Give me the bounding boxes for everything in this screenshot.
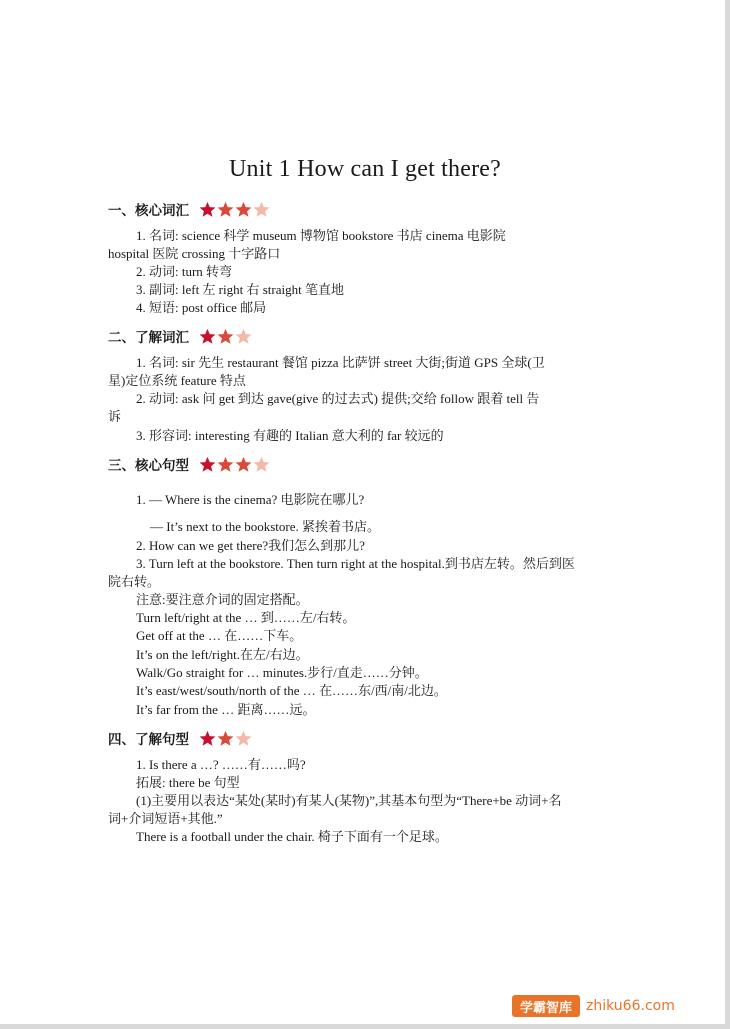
rating-stars — [199, 201, 271, 218]
s3-line-6: 注意:要注意介词的固定搭配。 — [136, 592, 309, 607]
s4-line-5: There is a football under the chair. 椅子下面有一个足球。 — [136, 829, 448, 844]
star-filled-icon — [235, 201, 252, 218]
star-faded-icon — [235, 730, 252, 747]
star-filled-icon — [199, 456, 216, 473]
star-filled-icon — [217, 328, 234, 345]
section-heading-understand-vocabulary — [108, 325, 253, 347]
section-heading-core-vocabulary — [108, 198, 271, 220]
rating-stars — [199, 730, 253, 747]
star-faded-icon — [253, 456, 270, 473]
s1-line-5: 4. 短语: post office 邮局 — [136, 300, 267, 315]
page-frame-right — [725, 0, 730, 1029]
s4-line-4: 词+介词短语+其他.” — [108, 811, 223, 826]
s3-line-10: Walk/Go straight for … minutes.步行/直走……分钟。 — [136, 665, 428, 680]
star-faded-icon — [235, 328, 252, 345]
s1-line-3: 2. 动词: turn 转弯 — [136, 264, 233, 279]
s3-line-11: It’s east/west/south/north of the … 在……东/西/南/北边。 — [136, 683, 447, 698]
section-heading-understand-sentences — [108, 727, 253, 749]
star-faded-icon — [253, 201, 270, 218]
s2-line-1: 1. 名词: sir 先生 restaurant 餐馆 pizza 比萨饼 street 大街;街道 GPS 全球(卫 — [136, 355, 545, 370]
s4-line-1: 1. Is there a …? ……有……吗? — [136, 757, 306, 772]
s3-line-12: It’s far from the … 距离……远。 — [136, 702, 316, 717]
section-heading-text: 三、核心句型 — [108, 458, 189, 474]
star-filled-icon — [199, 328, 216, 345]
page-frame-bottom — [0, 1024, 730, 1029]
star-filled-icon — [217, 201, 234, 218]
s4-line-3: (1)主要用以表达“某处(某时)有某人(某物)”,其基本句型为“There+be 动词+名 — [136, 793, 562, 808]
rating-stars — [199, 456, 271, 473]
section-heading-text: 四、了解句型 — [108, 732, 189, 748]
star-filled-icon — [199, 730, 216, 747]
s1-line-4: 3. 副词: left 左 right 右 straight 笔直地 — [136, 282, 344, 297]
s3-line-3: 2. How can we get there?我们怎么到那儿? — [136, 538, 365, 553]
watermark-badge: 学霸智库 — [512, 995, 580, 1017]
s4-line-2: 拓展: there be 句型 — [136, 775, 240, 790]
rating-stars — [199, 328, 253, 345]
s1-line-1: 1. 名词: science 科学 museum 博物馆 bookstore 书店 cinema 电影院 — [136, 228, 506, 243]
star-filled-icon — [199, 201, 216, 218]
s3-line-7: Turn left/right at the … 到……左/右转。 — [136, 610, 356, 625]
s3-line-1: 1. — Where is the cinema? 电影院在哪儿? — [136, 492, 365, 507]
s1-line-2: hospital 医院 crossing 十字路口 — [108, 246, 281, 261]
watermark-site: zhiku66.com — [586, 998, 675, 1014]
s3-line-2: — It’s next to the bookstore. 紧挨着书店。 — [150, 519, 381, 534]
s3-line-9: It’s on the left/right.在左/右边。 — [136, 647, 309, 662]
s3-line-8: Get off at the … 在……下车。 — [136, 628, 303, 643]
section-heading-text: 一、核心词汇 — [108, 203, 189, 219]
star-filled-icon — [217, 456, 234, 473]
section-heading-core-sentences — [108, 453, 271, 475]
page-title: Unit 1 How can I get there? — [229, 156, 501, 182]
s3-line-5: 院右转。 — [108, 574, 161, 589]
s2-line-5: 3. 形容词: interesting 有趣的 Italian 意大利的 far 较远的 — [136, 428, 444, 443]
s3-line-4: 3. Turn left at the bookstore. Then turn right at the hospital.到书店左转。然后到医 — [136, 556, 575, 571]
star-filled-icon — [235, 456, 252, 473]
watermark — [512, 995, 720, 1017]
s2-line-4: 诉 — [108, 409, 122, 424]
s2-line-2: 星)定位系统 feature 特点 — [108, 373, 246, 388]
s2-line-3: 2. 动词: ask 问 get 到达 gave(give 的过去式) 提供;交给 follow 跟着 tell 告 — [136, 391, 540, 406]
section-heading-text: 二、了解词汇 — [108, 330, 189, 346]
star-filled-icon — [217, 730, 234, 747]
